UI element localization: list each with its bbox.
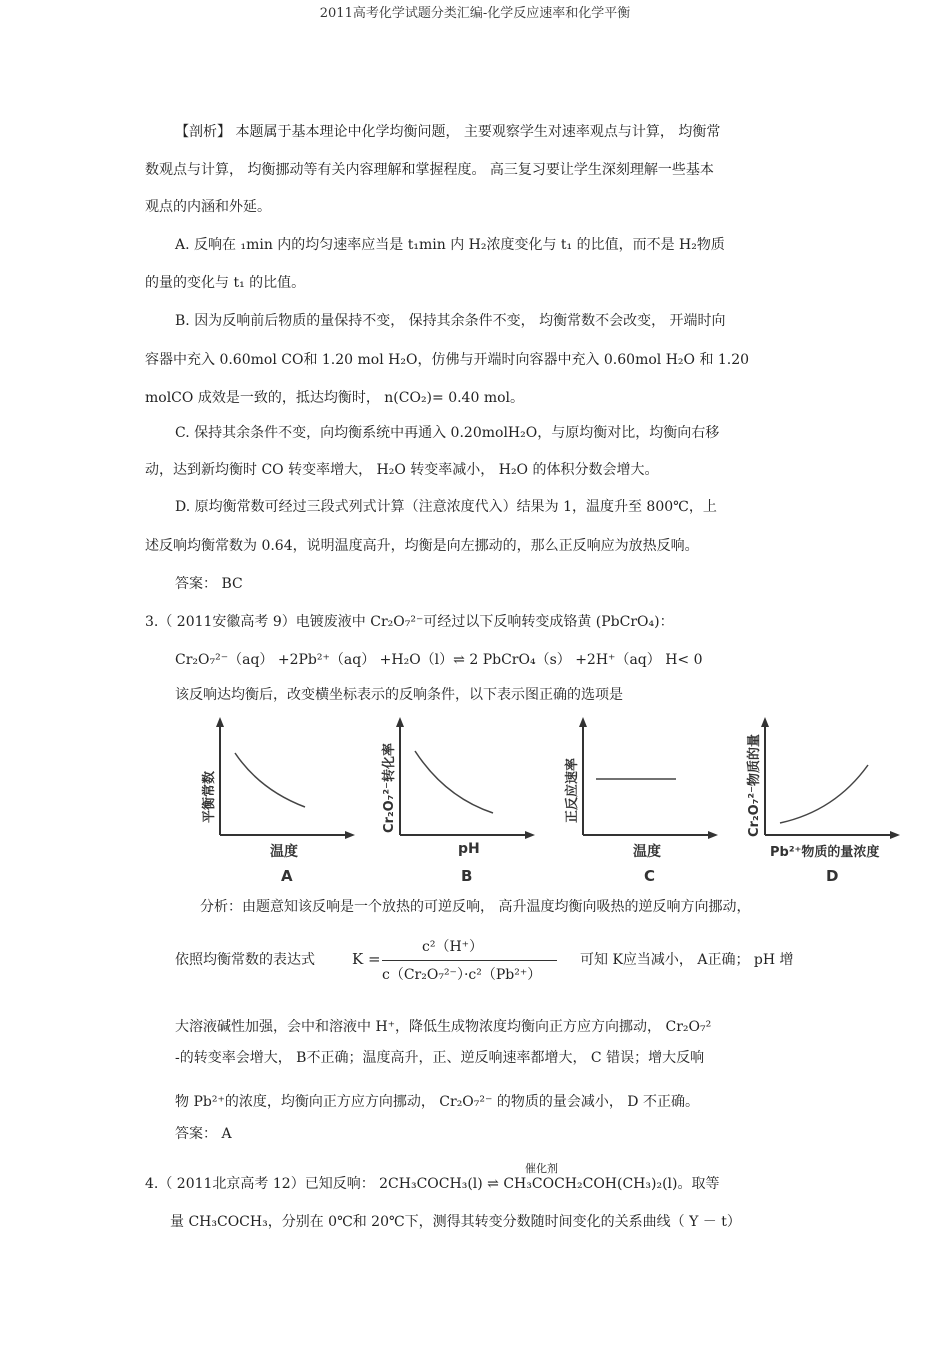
chart-b — [375, 715, 545, 890]
chart-d-curve — [780, 765, 868, 823]
q3-analysis-4: -的转变率会增大， B不正确；温度高升，正、逆反响速率都增大， C 错误；增大反响 — [175, 1050, 705, 1066]
question-3-equation: Cr₂O₇²⁻（aq） +2Pb²⁺（aq） +H₂O（l）⇌ 2 PbCrO₄（s） +2H⁺（aq） H< 0 — [175, 652, 703, 668]
chart-b-ylabel: Cr₂O₇²⁻转化率 — [382, 743, 397, 833]
question-3-figures — [195, 715, 925, 890]
option-a-line-1: A. 反响在 ₁min 内的均匀速率应当是 t₁min 内 H₂浓度变化与 t₁ 的比值，而不是 H₂物质 — [175, 237, 725, 253]
question-4-stem: 4.（ 2011北京高考 12）已知反响： 2CH₃COCH₃(l) ⇌ CH₃COCH₂COH(CH₃)₂(l)。取等 — [145, 1176, 720, 1192]
k-numerator: c²（H⁺） — [422, 939, 484, 955]
chart-c-xlabel: 温度 — [633, 844, 661, 860]
chart-b-xlabel: pH — [458, 841, 480, 857]
page-header: 2011高考化学试题分类汇编-化学反应速率和化学平衡 — [319, 6, 631, 21]
chart-c — [558, 715, 728, 890]
chart-b-plot — [375, 715, 545, 890]
chart-c-caption: C — [644, 867, 656, 885]
chart-b-caption: B — [461, 867, 473, 885]
chart-d-ylabel: Cr₂O₇²⁻物质的量 — [747, 734, 762, 837]
chart-a-xlabel: 温度 — [270, 844, 298, 860]
chart-a-ylabel: 平衡常数 — [202, 770, 217, 823]
q3-analysis-1: 分析：由题意知该反响是一个放热的可逆反响， 高升温度均衡向吸热的逆反响方向挪动， — [200, 899, 751, 915]
q3-analysis-3: 大溶液碱性加强，会中和溶液中 H⁺，降低生成物浓度均衡向正方应方向挪动， Cr₂O₇² — [175, 1019, 712, 1035]
chart-b-curve — [415, 751, 493, 813]
chart-d-caption: D — [826, 867, 839, 885]
chart-c-plot — [558, 715, 728, 890]
question-3-prompt: 该反响达均衡后，改变横坐标表示的反响条件，以下表示图正确的选项是 — [175, 687, 623, 703]
chart-d-plot — [740, 715, 925, 890]
chart-d-xlabel: Pb²⁺物质的量浓度 — [770, 845, 880, 860]
chart-a — [195, 715, 365, 890]
chart-a-plot — [195, 715, 365, 890]
chart-a-curve — [235, 753, 305, 807]
analysis-para-1a: 【剖析】 本题属于基本理论中化学均衡问题， 主要观察学生对速率观点与计算， 均衡常 — [175, 124, 721, 140]
catalyst-label: 催化剂 — [525, 1162, 558, 1175]
k-denominator: c（Cr₂O₇²⁻）·c²（Pb²⁺） — [382, 967, 542, 983]
answer-1: 答案： BC — [175, 576, 243, 592]
question-3-stem: 3.（ 2011安徽高考 9）电镀废液中 Cr₂O₇²⁻可经过以下反响转变成铬黄 (PbCrO₄)： — [145, 614, 674, 630]
q3-analysis-2: 依照均衡常数的表达式 — [175, 952, 315, 968]
answer-2: 答案： A — [175, 1126, 232, 1142]
chart-d — [740, 715, 910, 890]
chart-c-ylabel: 正反应速率 — [565, 757, 580, 823]
q3-analysis-2b: 可知 K应当减小， A正确； pH 增 — [580, 952, 794, 968]
chart-a-caption: A — [281, 867, 293, 885]
k-symbol: K = — [352, 950, 381, 968]
option-d-line-2: 述反响均衡常数为 0.64，说明温度高升，均衡是向左挪动的，那么正反响应为放热反响。 — [145, 538, 699, 554]
fraction-bar — [382, 960, 557, 961]
equilibrium-constant-formula — [352, 938, 562, 988]
option-b-line-3: molCO 成效是一致的，抵达均衡时， n(CO₂)= 0.40 mol。 — [145, 390, 524, 406]
option-b-line-1: B. 因为反响前后物质的量保持不变， 保持其余条件不变， 均衡常数不会改变， 开端时向 — [175, 313, 726, 329]
option-d-line-1: D. 原均衡常数可经过三段式列式计算（注意浓度代入）结果为 1，温度升至 800℃，上 — [175, 499, 717, 515]
q3-analysis-5: 物 Pb²⁺的浓度，均衡向正方应方向挪动， Cr₂O₇²⁻ 的物质的量会减小， D 不正确。 — [175, 1094, 699, 1110]
analysis-para-1b: 数观点与计算， 均衡挪动等有关内容理解和掌握程度。 高三复习要让学生深刻理解一些基本 — [145, 162, 714, 178]
option-a-line-2: 的量的变化与 t₁ 的比值。 — [145, 275, 306, 291]
question-4-stem-2: 量 CH₃COCH₃，分别在 0℃和 20℃下，测得其转变分数随时间变化的关系曲线（ Y － t） — [170, 1214, 741, 1230]
option-c-line-2: 动，达到新均衡时 CO 转变率增大， H₂O 转变率减小， H₂O 的体积分数会增大。 — [145, 462, 659, 478]
option-c-line-1: C. 保持其余条件不变，向均衡系统中再通入 0.20molH₂O，与原均衡对比，均衡向右移 — [175, 425, 720, 441]
option-b-line-2: 容器中充入 0.60mol CO和 1.20 mol H₂O，仿佛与开端时向容器中充入 0.60mol H₂O 和 1.20 — [145, 352, 750, 368]
analysis-para-1c: 观点的内涵和外延。 — [145, 199, 271, 215]
